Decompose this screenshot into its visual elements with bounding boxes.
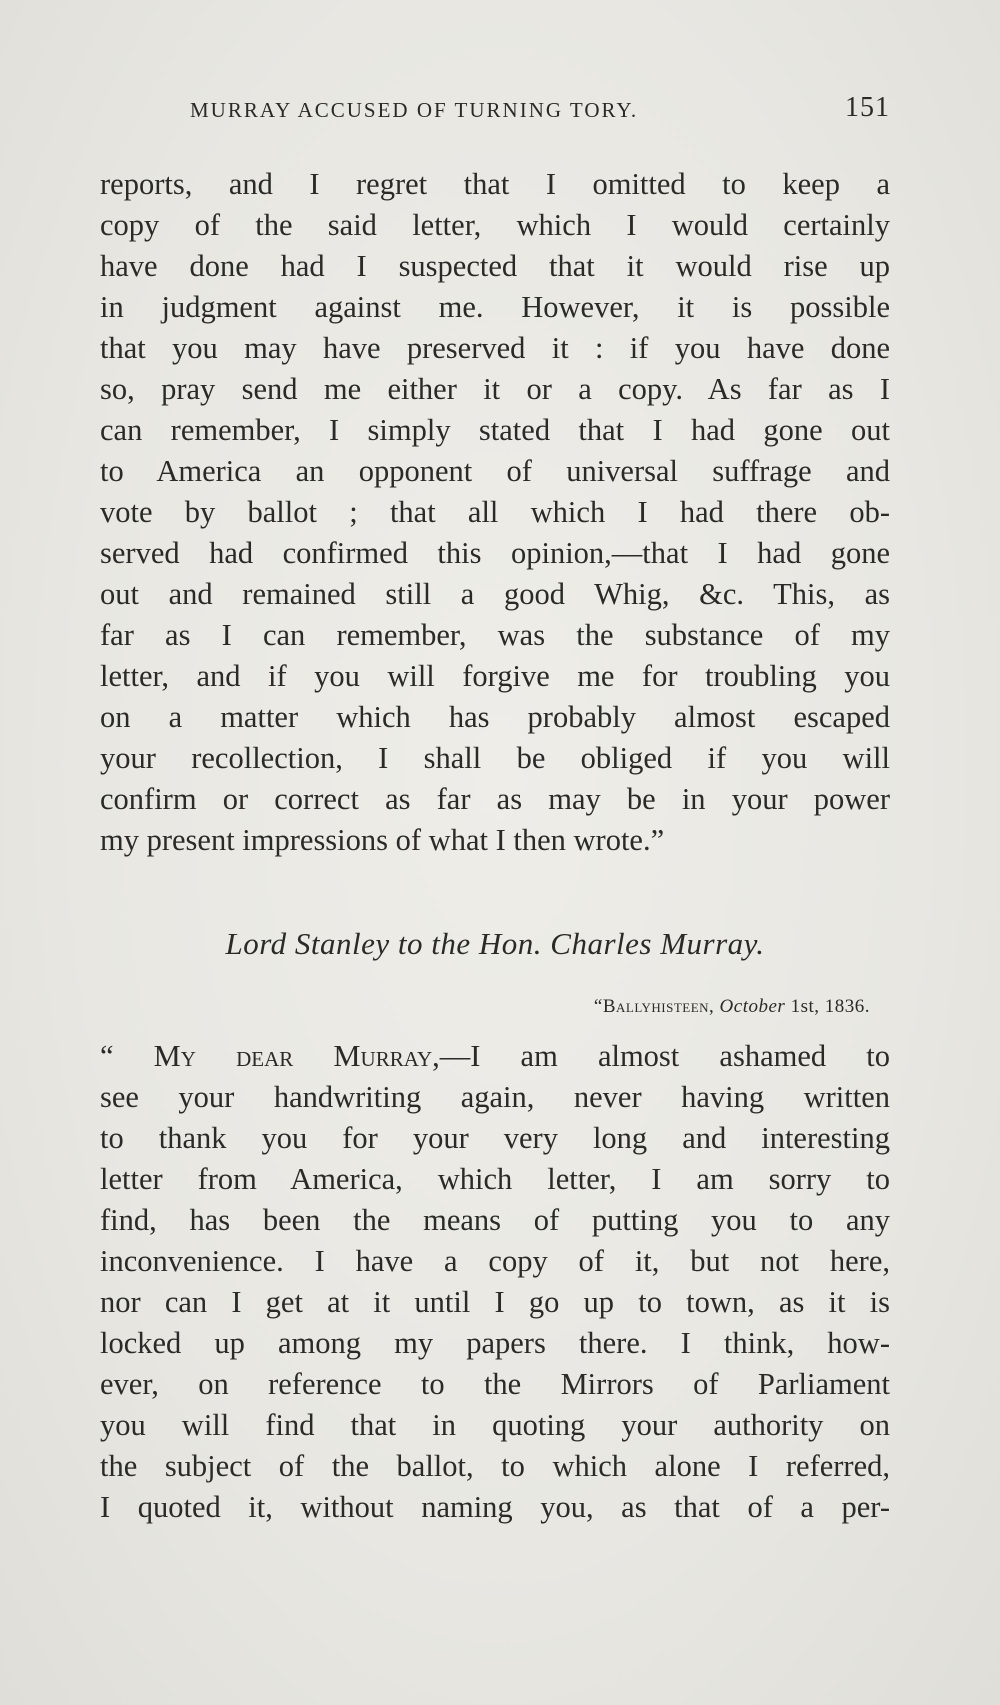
text-line: vote by ballot ; that all which I had there ob- bbox=[100, 495, 890, 529]
text-line: copy of the said letter, which I would certainly bbox=[100, 208, 890, 242]
page-number: 151 bbox=[845, 92, 890, 123]
text-line: far as I can remember, was the substance of my bbox=[100, 618, 890, 652]
text-line: nor can I get at it until I go up to town, as it is bbox=[100, 1285, 890, 1319]
letter-dateline bbox=[594, 996, 870, 1018]
text-line: the subject of the ballot, to which alone I referred, bbox=[100, 1449, 890, 1483]
text-line: ever, on reference to the Mirrors of Parliament bbox=[100, 1367, 890, 1401]
text-line: to America an opponent of universal suffrage and bbox=[100, 454, 890, 488]
text-line: out and remained still a good Whig, &c. This, as bbox=[100, 577, 890, 611]
text-line: reports, and I regret that I omitted to keep a bbox=[100, 167, 890, 201]
text-line: that you may have preserved it : if you have done bbox=[100, 331, 890, 365]
text-line: in judgment against me. However, it is possible bbox=[100, 290, 890, 324]
dateline-month: October bbox=[719, 996, 786, 1017]
letter-heading: Lord Stanley to the Hon. Charles Murray. bbox=[225, 926, 765, 961]
letter-body bbox=[100, 1036, 890, 1528]
paragraph-continued bbox=[100, 164, 890, 861]
text-line: letter from America, which letter, I am sorry to bbox=[100, 1162, 890, 1196]
text-line bbox=[100, 1036, 890, 1077]
text-line: find, has been the means of putting you to any bbox=[100, 1203, 890, 1237]
dateline-year: 1836. bbox=[824, 996, 870, 1017]
text-line: inconvenience. I have a copy of it, but not here, bbox=[100, 1244, 890, 1278]
text-line: my present impressions of what I then wrote.” bbox=[100, 823, 665, 857]
text-line: your recollection, I shall be obliged if you will bbox=[100, 741, 890, 775]
running-head bbox=[190, 92, 890, 132]
first-line-rest: —I am almost ashamed to bbox=[439, 1039, 890, 1073]
text-line: see your handwriting again, never having written bbox=[100, 1080, 890, 1114]
text-line: letter, and if you will forgive me for troubling you bbox=[100, 659, 890, 693]
text-line: so, pray send me either it or a copy. As far as I bbox=[100, 372, 890, 406]
text-line: I quoted it, without naming you, as that of a per- bbox=[100, 1490, 890, 1524]
dateline-place: “Ballyhisteen, bbox=[593, 996, 715, 1017]
text-line: to thank you for your very long and interesting bbox=[100, 1121, 890, 1155]
dateline-day: 1st, bbox=[790, 996, 820, 1017]
text-line: locked up among my papers there. I think, how- bbox=[100, 1326, 890, 1360]
text-line: have done had I suspected that it would rise up bbox=[100, 249, 890, 283]
salutation: “ My dear Murray, bbox=[100, 1039, 440, 1073]
text-line: served had confirmed this opinion,—that I had gone bbox=[100, 536, 890, 570]
text-line: you will find that in quoting your authority on bbox=[100, 1408, 890, 1442]
text-line: can remember, I simply stated that I had gone out bbox=[100, 413, 890, 447]
running-title: MURRAY ACCUSED OF TURNING TORY. bbox=[190, 98, 639, 122]
text-line: on a matter which has probably almost escaped bbox=[100, 700, 890, 734]
text-line: confirm or correct as far as may be in your power bbox=[100, 782, 890, 816]
